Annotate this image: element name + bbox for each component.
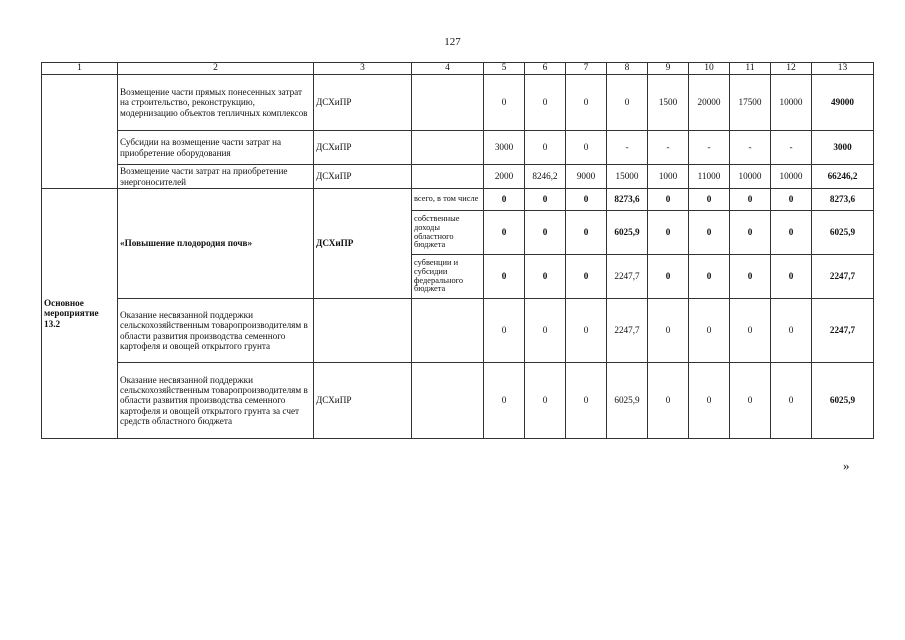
table-row <box>42 363 874 439</box>
header-cell: 5 <box>484 63 525 75</box>
value-cell: 0 <box>525 211 566 255</box>
value-cell: 0 <box>566 363 607 439</box>
table-row <box>42 299 874 363</box>
value-cell: 0 <box>525 75 566 131</box>
value-cell: 10000 <box>771 75 812 131</box>
main-event-label: Основное мероприятие 13.2 <box>42 189 118 439</box>
value-cell: 0 <box>771 189 812 211</box>
total-cell: 8273,6 <box>812 189 874 211</box>
executor-cell: ДСХиПР <box>314 363 412 439</box>
funding-source: всего, в том числе <box>412 189 484 211</box>
event-name: Оказание несвязанной поддержки сельскохозяйственным товаропроизводителям в области развития производства семенного картофеля и овощей открытого грунта за счет средств областного бюджета <box>118 363 314 439</box>
executor-cell: ДСХиПР <box>314 189 412 299</box>
value-cell: 0 <box>525 131 566 165</box>
table-row <box>42 131 874 165</box>
value-cell: 0 <box>566 255 607 299</box>
event-name: Оказание несвязанной поддержки сельскохозяйственным товаропроизводителям в области развития производства семенного картофеля и овощей открытого грунта <box>118 299 314 363</box>
value-cell: 0 <box>566 131 607 165</box>
header-cell: 10 <box>689 63 730 75</box>
source-cell <box>412 363 484 439</box>
header-cell: 2 <box>118 63 314 75</box>
value-cell: 0 <box>689 189 730 211</box>
value-cell: 2000 <box>484 165 525 189</box>
source-cell <box>412 75 484 131</box>
value-cell: 11000 <box>689 165 730 189</box>
event-name: Возмещение части прямых понесенных затрат на строительство, реконструкцию, модернизацию объектов тепличных комплексов <box>118 75 314 131</box>
value-cell: - <box>648 131 689 165</box>
value-cell: 0 <box>771 363 812 439</box>
closing-quote: » <box>843 458 850 473</box>
table-row <box>42 189 874 211</box>
header-cell: 6 <box>525 63 566 75</box>
value-cell: 0 <box>648 255 689 299</box>
value-cell: 0 <box>689 211 730 255</box>
value-cell: 20000 <box>689 75 730 131</box>
event-name: Субсидии на возмещение части затрат на приобретение оборудования <box>118 131 314 165</box>
value-cell: 0 <box>771 255 812 299</box>
page-number: 127 <box>444 36 461 48</box>
header-cell: 9 <box>648 63 689 75</box>
value-cell: 8246,2 <box>525 165 566 189</box>
executor-cell: ДСХиПР <box>314 75 412 131</box>
value-cell: 0 <box>771 299 812 363</box>
executor-cell <box>314 299 412 363</box>
header-cell: 12 <box>771 63 812 75</box>
header-cell: 3 <box>314 63 412 75</box>
source-cell <box>412 299 484 363</box>
value-cell: 17500 <box>730 75 771 131</box>
value-cell: 2247,7 <box>607 299 648 363</box>
value-cell: 0 <box>648 189 689 211</box>
funding-source: субвенции и субсидии федерального бюджета <box>412 255 484 299</box>
table-row <box>42 75 874 131</box>
total-cell: 6025,9 <box>812 363 874 439</box>
empty-cell <box>42 75 118 189</box>
value-cell: 0 <box>525 299 566 363</box>
value-cell: 0 <box>689 255 730 299</box>
value-cell: 10000 <box>730 165 771 189</box>
value-cell: 1000 <box>648 165 689 189</box>
value-cell: 0 <box>689 363 730 439</box>
total-cell: 66246,2 <box>812 165 874 189</box>
value-cell: 2247,7 <box>607 255 648 299</box>
executor-cell: ДСХиПР <box>314 131 412 165</box>
total-cell: 2247,7 <box>812 299 874 363</box>
main-event-name: «Повышение плодородия почв» <box>118 189 314 299</box>
value-cell: 6025,9 <box>607 363 648 439</box>
value-cell: 3000 <box>484 131 525 165</box>
executor-cell: ДСХиПР <box>314 165 412 189</box>
total-cell: 2247,7 <box>812 255 874 299</box>
value-cell: 0 <box>689 299 730 363</box>
value-cell: 0 <box>525 189 566 211</box>
value-cell: 0 <box>484 299 525 363</box>
value-cell: 0 <box>525 363 566 439</box>
header-cell: 8 <box>607 63 648 75</box>
event-name: Возмещение части затрат на приобретение энергоносителей <box>118 165 314 189</box>
value-cell: 0 <box>730 255 771 299</box>
value-cell: 0 <box>525 255 566 299</box>
value-cell: 0 <box>607 75 648 131</box>
header-cell: 11 <box>730 63 771 75</box>
value-cell: 0 <box>484 255 525 299</box>
table-row <box>42 165 874 189</box>
value-cell: 0 <box>648 299 689 363</box>
value-cell: 0 <box>648 211 689 255</box>
value-cell: 0 <box>566 211 607 255</box>
value-cell: 8273,6 <box>607 189 648 211</box>
value-cell: 0 <box>730 211 771 255</box>
value-cell: 0 <box>730 299 771 363</box>
value-cell: 0 <box>484 211 525 255</box>
value-cell: 0 <box>730 189 771 211</box>
value-cell: 9000 <box>566 165 607 189</box>
funding-source: собственные доходы областного бюджета <box>412 211 484 255</box>
value-cell: 15000 <box>607 165 648 189</box>
value-cell: 0 <box>566 189 607 211</box>
value-cell: 0 <box>484 363 525 439</box>
value-cell: 0 <box>566 299 607 363</box>
header-cell: 7 <box>566 63 607 75</box>
value-cell: 10000 <box>771 165 812 189</box>
header-cell: 13 <box>812 63 874 75</box>
total-cell: 6025,9 <box>812 211 874 255</box>
source-cell <box>412 165 484 189</box>
table-header-row <box>42 63 874 75</box>
header-cell: 1 <box>42 63 118 75</box>
value-cell: 0 <box>484 189 525 211</box>
value-cell: 0 <box>484 75 525 131</box>
total-cell: 3000 <box>812 131 874 165</box>
value-cell: 0 <box>648 363 689 439</box>
value-cell: 0 <box>566 75 607 131</box>
value-cell: - <box>689 131 730 165</box>
value-cell: 1500 <box>648 75 689 131</box>
value-cell: - <box>730 131 771 165</box>
value-cell: 0 <box>771 211 812 255</box>
value-cell: 0 <box>730 363 771 439</box>
budget-table <box>41 62 874 439</box>
value-cell: 6025,9 <box>607 211 648 255</box>
source-cell <box>412 131 484 165</box>
value-cell: - <box>771 131 812 165</box>
total-cell: 49000 <box>812 75 874 131</box>
header-cell: 4 <box>412 63 484 75</box>
value-cell: - <box>607 131 648 165</box>
